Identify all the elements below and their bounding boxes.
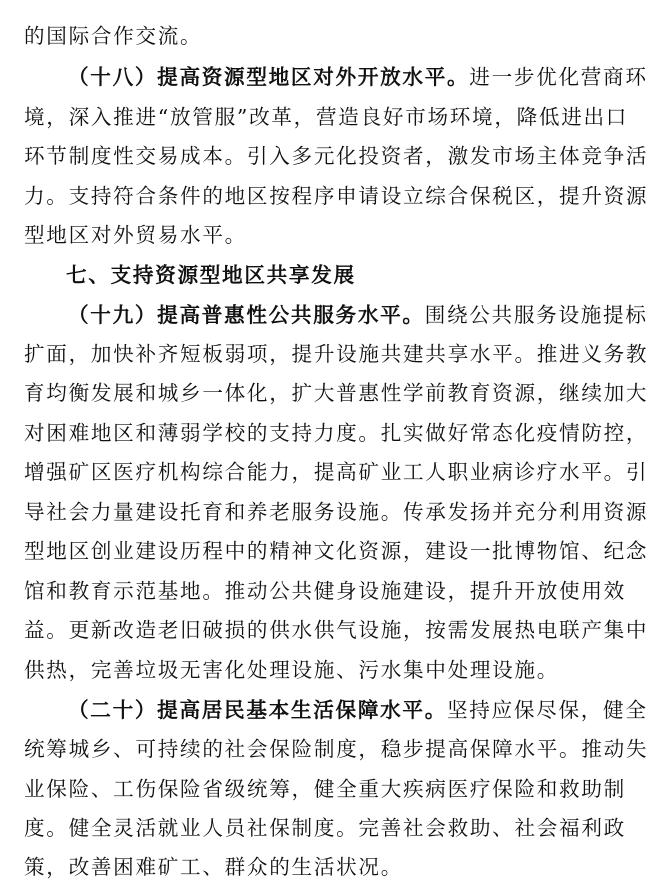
text-line: 对困难地区和薄弱学校的支持力度。扎实做好常态化疫情防控， (24, 421, 648, 445)
text-line: 供热，完善垃圾无害化处理设施、污水集中处理设施。 (24, 658, 560, 682)
text-line: 型地区创业建设历程中的精神文化资源，建设一批博物馆、纪念 (24, 539, 648, 563)
text-line: 的国际合作交流。 (24, 24, 203, 48)
text-line: 策，改善困难矿工、群众的生活状况。 (24, 855, 403, 879)
paragraph-18-first-line (68, 59, 648, 95)
paragraph-lead-title: （二十）提高居民基本生活保障水平。 (68, 698, 447, 722)
text-line: 度。健全灵活就业人员社保制度。完善社会救助、社会福利政 (24, 816, 626, 840)
paragraph-20-first-line (68, 692, 648, 728)
paragraph-lead-title: （十八）提高资源型地区对外开放水平。 (68, 65, 470, 89)
text-line: 业保险、工伤保险省级统筹，健全重大疾病医疗保险和救助制 (24, 777, 626, 801)
text-line: 育均衡发展和城乡一体化，扩大普惠性学前教育资源，继续加大 (24, 381, 648, 405)
text-line: 力。支持符合条件的地区按程序申请设立综合保税区，提升资源 (24, 184, 648, 208)
text-line: 型地区对外贸易水平。 (24, 223, 247, 247)
section-heading: 七、支持资源型地区共享发展 (66, 263, 356, 287)
text-line: 统筹城乡、可持续的社会保险制度，稳步提高保障水平。推动失 (24, 737, 648, 761)
paragraph-body-text: 围绕公共服务设施提标 (424, 303, 648, 327)
paragraph-lead-title: （十九）提高普惠性公共服务水平。 (68, 303, 425, 327)
text-line: 环节制度性交易成本。引入多元化投资者，激发市场主体竞争活 (24, 144, 648, 168)
paragraph-body-text: 坚持应保尽保，健全 (447, 698, 648, 722)
text-line: 馆和教育示范基地。推动公共健身设施建设，提升开放使用效 (24, 579, 626, 603)
text-line: 益。更新改造老旧破损的供水供气设施，按需发展热电联产集中 (24, 618, 648, 642)
paragraph-19-first-line (68, 297, 648, 333)
text-line: 导社会力量建设托育和养老服务设施。传承发扬并充分利用资源 (24, 500, 648, 524)
paragraph-body-text: 进一步优化营商环 (469, 65, 648, 89)
text-line: 增强矿区医疗机构综合能力，提高矿业工人职业病诊疗水平。引 (24, 460, 648, 484)
text-line: 境，深入推进“放管服”改革，营造良好市场环境，降低进出口 (24, 105, 629, 129)
text-line: 扩面，加快补齐短板弱项，提升设施共建共享水平。推进义务教 (24, 342, 648, 366)
